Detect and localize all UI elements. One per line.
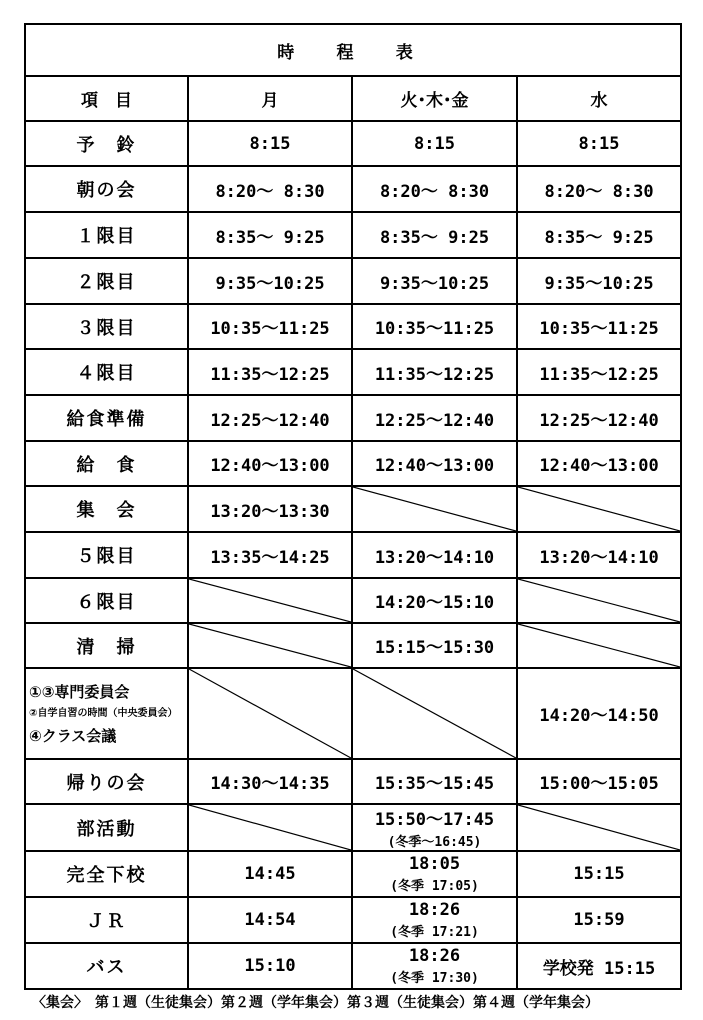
row-label: 清 掃 [25,623,188,668]
cell-tth [352,897,517,943]
cell-tth [352,804,517,851]
cell-tth: 10:35～11:25 [352,304,517,349]
cell-tth-main: 18:05 [408,854,461,874]
header-monday: 月 [188,76,352,121]
table-row [25,943,681,989]
cell-wed: 15:15 [517,851,681,897]
table-row [25,532,681,578]
empty-cell-slash [188,623,352,668]
timetable-sheet [24,23,680,990]
empty-cell-slash [352,668,517,759]
row-label: １限目 [25,212,188,258]
committee-line-2: ②自学自習の時間（中央委員会） [29,707,178,719]
cell-mon: 15:10 [188,943,352,989]
table-row [25,578,681,623]
table-row [25,166,681,212]
cell-mon: 10:35～11:25 [188,304,352,349]
cell-wed: 15:59 [517,897,681,943]
table-row [25,851,681,897]
header-row [25,76,681,121]
committee-line-3: ④クラス会議 [29,726,117,745]
cell-wed: 15:00～15:05 [517,759,681,804]
cell-mon: 12:40～13:00 [188,441,352,486]
cell-tth: 8:20～ 8:30 [352,166,517,212]
row-label: 朝の会 [25,166,188,212]
cell-wed: 12:40～13:00 [517,441,681,486]
cell-tth: 12:40～13:00 [352,441,517,486]
empty-cell-slash [352,486,517,532]
cell-mon: 9:35～10:25 [188,258,352,304]
row-label: 集 会 [25,486,188,532]
row-label: ２限目 [25,258,188,304]
empty-cell-slash [517,623,681,668]
footer-note: 〈集会〉 第１週（生徒集会）第２週（学年集会）第３週（生徒集会）第４週（学年集会） [32,995,599,1011]
empty-cell-slash [517,486,681,532]
row-label: ＪＲ [25,897,188,943]
table-row [25,623,681,668]
cell-tth: 13:20～14:10 [352,532,517,578]
header-item: 項 目 [25,76,188,121]
row-label: ５限目 [25,532,188,578]
cell-mon: 11:35～12:25 [188,349,352,395]
cell-tth-main: 18:26 [408,900,461,920]
table-row [25,121,681,166]
cell-wed: 12:25～12:40 [517,395,681,441]
cell-tth: 8:15 [352,121,517,166]
table-row [25,486,681,532]
cell-wed: 8:15 [517,121,681,166]
cell-wed: 10:35～11:25 [517,304,681,349]
row-label: 給食準備 [25,395,188,441]
table-row [25,212,681,258]
cell-mon: 13:35～14:25 [188,532,352,578]
cell-mon: 8:15 [188,121,352,166]
cell-tth-winter: (冬季 17:21) [390,925,479,940]
table-row [25,304,681,349]
cell-wed: 9:35～10:25 [517,258,681,304]
cell-tth: 15:35～15:45 [352,759,517,804]
cell-tth: 11:35～12:25 [352,349,517,395]
cell-tth [352,851,517,897]
cell-mon: 14:54 [188,897,352,943]
cell-mon: 14:45 [188,851,352,897]
cell-mon: 8:20～ 8:30 [188,166,352,212]
timetable [24,23,682,990]
header-tue-thu-fri: 火･木･金 [352,76,517,121]
cell-wed: 14:20～14:50 [517,668,681,759]
row-label: バス [25,943,188,989]
cell-tth: 15:15～15:30 [352,623,517,668]
cell-tth-winter: (冬季 17:05) [390,879,479,894]
page-title: 時 程 表 [25,24,681,76]
cell-mon: 14:30～14:35 [188,759,352,804]
empty-cell-slash [188,804,352,851]
table-row [25,804,681,851]
cell-mon: 12:25～12:40 [188,395,352,441]
cell-tth-main: 18:26 [408,946,461,966]
cell-tth: 9:35～10:25 [352,258,517,304]
row-label: 完全下校 [25,851,188,897]
table-row [25,759,681,804]
row-label: ４限目 [25,349,188,395]
row-label-committee [25,668,188,759]
empty-cell-slash [517,578,681,623]
cell-wed: 13:20～14:10 [517,532,681,578]
header-wednesday: 水 [517,76,681,121]
table-row [25,349,681,395]
cell-mon: 13:20～13:30 [188,486,352,532]
table-row [25,395,681,441]
row-label: 給 食 [25,441,188,486]
table-row [25,258,681,304]
empty-cell-slash [517,804,681,851]
committee-line-1: ①③専門委員会 [29,682,130,701]
table-row [25,897,681,943]
table-row [25,668,681,759]
cell-tth: 14:20～15:10 [352,578,517,623]
cell-wed: 8:20～ 8:30 [517,166,681,212]
empty-cell-slash [188,668,352,759]
empty-cell-slash [188,578,352,623]
cell-tth-winter: (冬季～16:45) [387,835,482,850]
cell-mon: 8:35～ 9:25 [188,212,352,258]
cell-wed: 学校発 15:15 [517,943,681,989]
row-label: ６限目 [25,578,188,623]
table-row [25,441,681,486]
row-label: 帰りの会 [25,759,188,804]
cell-wed: 11:35～12:25 [517,349,681,395]
cell-wed: 8:35～ 9:25 [517,212,681,258]
row-label: 予 鈴 [25,121,188,166]
cell-tth: 12:25～12:40 [352,395,517,441]
cell-tth: 8:35～ 9:25 [352,212,517,258]
row-label: ３限目 [25,304,188,349]
row-label: 部活動 [25,804,188,851]
cell-tth-main: 15:50～17:45 [374,810,495,830]
cell-tth [352,943,517,989]
cell-tth-winter: (冬季 17:30) [390,971,479,986]
